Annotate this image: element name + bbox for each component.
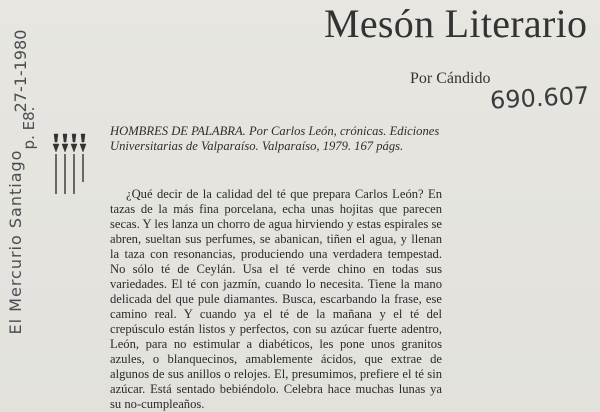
margin-note-source: El Mercurio Santiago <box>6 149 25 335</box>
byline: Por Cándido <box>410 70 491 87</box>
review-body <box>110 187 442 412</box>
margin-note-page: p. E8. <box>20 106 38 150</box>
book-reference: HOMBRES DE PALABRA. Por Carlos León, crónicas. Ediciones Universitarias de Valparaíso. Valparaíso, 1979. 167 págs. <box>110 124 440 153</box>
review-paragraph: ¿Qué decir de la calidad del té que prepara Carlos León? En tazas de la más fina porcelana, echa unas hojitas que parecen secas. Y les lanza un chorro de agua hirviendo y estas espirales se abren, sueltan sus perfumes, se abanican, tiñen el agua, y llenan la taza con resonancias, produciendo una verdadera tempestad. No sólo té de Ceylán. Usa el té verde chino en todas sus variedades. El té con jazmín, cuando lo necesita. Tiene la mano delicada del que pule diamantes. Busca, escarbando la frase, ese camino real. Y cuando ya el té de la mañana y el té del crepúsculo están listos y perfectos, con su azúcar fuerte adentro, León, para no estimular a diabéticos, les pone unos granitos azules, o blanquecinos, amablemente ácidos, que extrae de algunos de sus anillos o relojes. El, presumimos, prefiere el té sin azúcar. Está sentado bebiéndolo. Celebra hace muchas lunas ya su no-cumpleaños. <box>110 187 442 411</box>
column-title: Mesón Literario <box>324 1 588 46</box>
margin-note-date: 27-1-1980 <box>11 29 30 113</box>
quill-pens-icon <box>50 132 90 196</box>
catalog-number: 690.607 <box>489 81 590 115</box>
